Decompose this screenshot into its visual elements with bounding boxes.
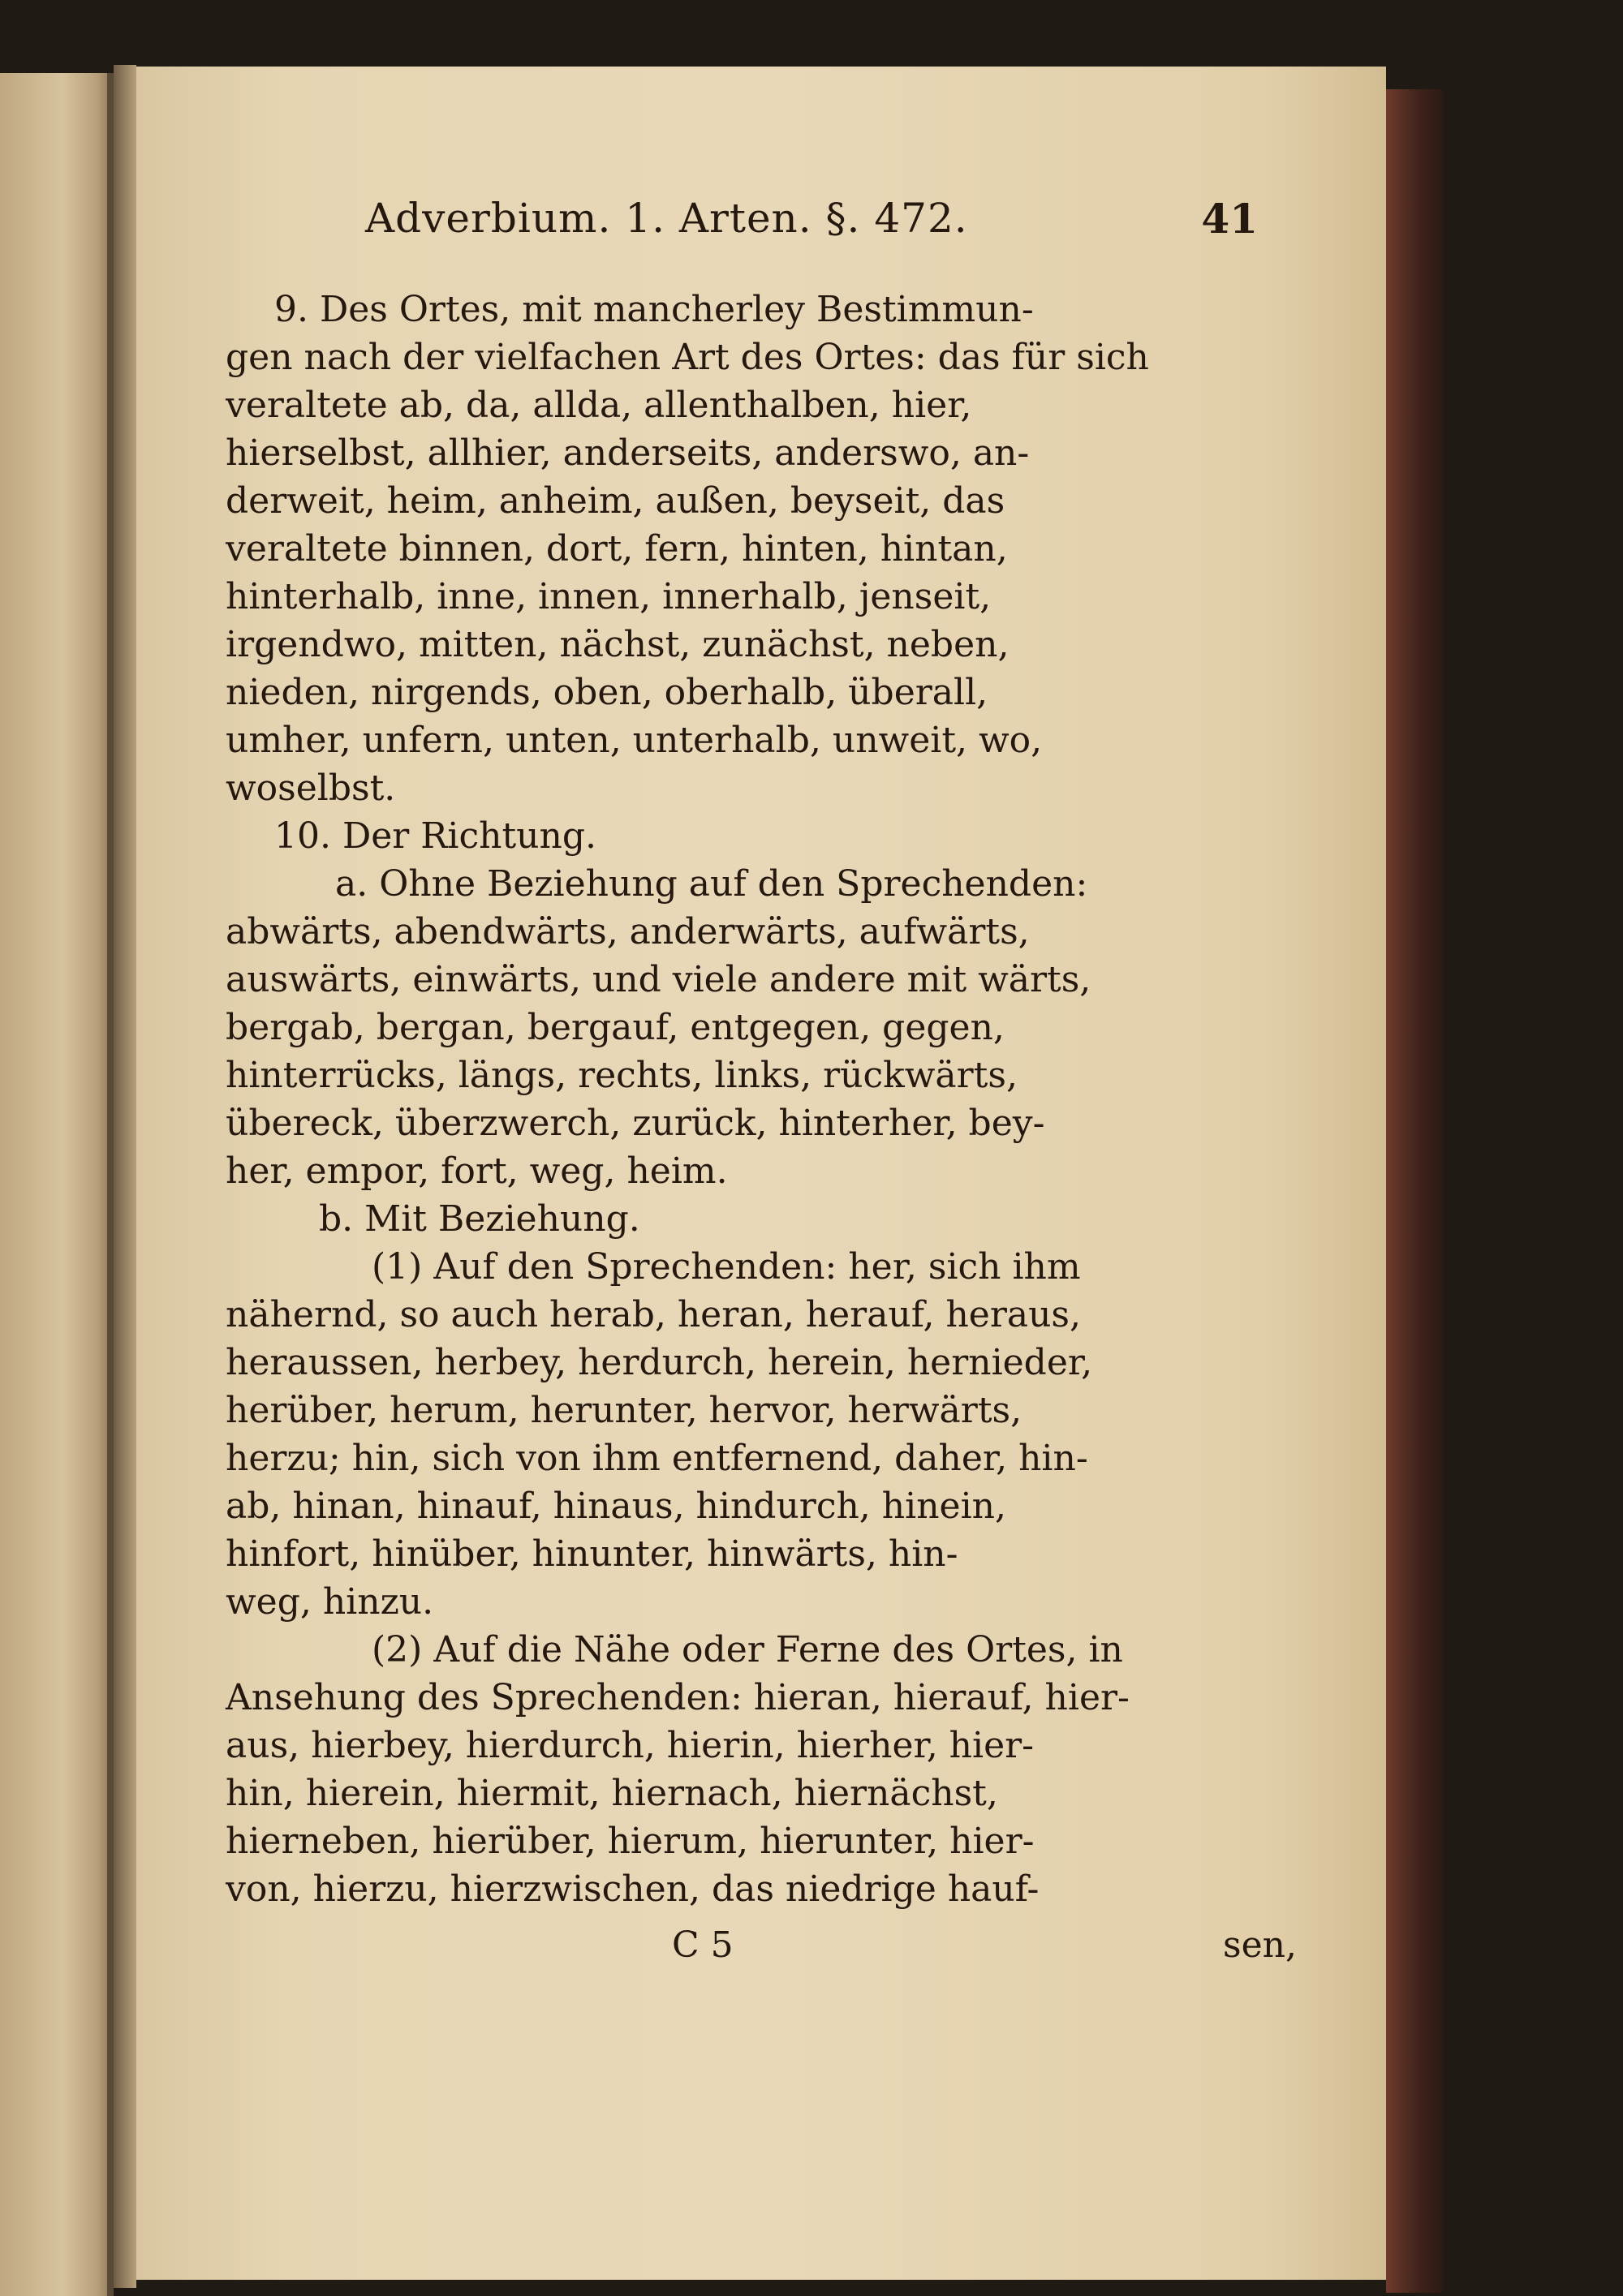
catchword: sen, [1223, 1924, 1297, 1966]
text-line: (2) Auf die Nähe oder Ferne des Ortes, in [372, 1629, 1123, 1670]
book-gutter [114, 65, 136, 2288]
text-line: nieden, nirgends, oben, oberhalb, überall, [226, 672, 988, 713]
text-line: abwärts, abendwärts, anderwärts, aufwärts, [226, 911, 1030, 952]
text-line: herzu; hin, sich von ihm entfernend, daher, hin- [226, 1438, 1088, 1479]
text-line: her, empor, fort, weg, heim. [226, 1150, 728, 1192]
text-line: hierselbst, allhier, anderseits, anderswo, an- [226, 432, 1030, 474]
text-line: hinterrücks, längs, rechts, links, rückwärts, [226, 1055, 1018, 1096]
running-header [365, 195, 1258, 252]
text-line: derweit, heim, anheim, außen, beyseit, das [226, 480, 1005, 522]
left-page-edge [0, 73, 114, 2296]
section-heading: 10. Der Richtung. [274, 815, 596, 857]
text-line: auswärts, einwärts, und viele andere mit wärts, [226, 959, 1091, 1000]
text-line: bergab, bergan, bergauf, entgegen, gegen, [226, 1007, 1005, 1048]
text-line: von, hierzu, hierzwischen, das niedrige hauf- [226, 1868, 1040, 1910]
text-line: herüber, herum, herunter, hervor, herwärts, [226, 1390, 1022, 1431]
text-line: hinterhalb, inne, innen, innerhalb, jenseit, [226, 576, 992, 617]
text-line: übereck, überzwerch, zurück, hinterher, bey- [226, 1103, 1045, 1144]
text-line: heraussen, herbey, herdurch, herein, hernieder, [226, 1342, 1093, 1383]
text-line: 9. Des Ortes, mit mancherley Bestimmun- [274, 289, 1034, 330]
text-line: Ansehung des Sprechenden: hieran, hierauf, hier- [226, 1677, 1130, 1718]
text-line: umher, unfern, unten, unterhalb, unweit, wo, [226, 720, 1043, 761]
text-line: weg, hinzu. [226, 1581, 434, 1623]
text-line: gen nach der vielfachen Art des Ortes: das für sich [226, 337, 1149, 378]
book-cover-edge [1386, 89, 1443, 2293]
text-line: woselbst. [226, 767, 396, 809]
book-page [136, 67, 1386, 2280]
page-footer [226, 1924, 1297, 1972]
text-line: hierneben, hierüber, hierum, hierunter, hier- [226, 1821, 1035, 1862]
text-line: a. Ohne Beziehung auf den Sprechenden: [335, 863, 1088, 905]
text-line: veraltete binnen, dort, fern, hinten, hintan, [226, 528, 1008, 570]
text-line: (1) Auf den Sprechenden: her, sich ihm [372, 1246, 1081, 1288]
text-line: hinfort, hinüber, hinunter, hinwärts, hin- [226, 1533, 958, 1575]
text-line: veraltete ab, da, allda, allenthalben, hier, [226, 385, 972, 426]
page-number: 41 [1201, 195, 1258, 243]
subsection-heading: b. Mit Beziehung. [319, 1198, 640, 1240]
text-line: aus, hierbey, hierdurch, hierin, hierher, hier- [226, 1725, 1035, 1766]
left-page-border [107, 73, 114, 2296]
text-line: ab, hinan, hinauf, hinaus, hindurch, hinein, [226, 1486, 1006, 1527]
header-title: Adverbium. 1. Arten. §. 472. [365, 195, 968, 242]
text-line: irgendwo, mitten, nächst, zunächst, neben, [226, 624, 1010, 665]
body-text [136, 286, 1386, 2070]
text-line: nähernd, so auch herab, heran, herauf, heraus, [226, 1294, 1082, 1335]
signature-mark: C 5 [672, 1924, 734, 1966]
text-line: hin, hierein, hiermit, hiernach, hiernächst, [226, 1773, 998, 1814]
